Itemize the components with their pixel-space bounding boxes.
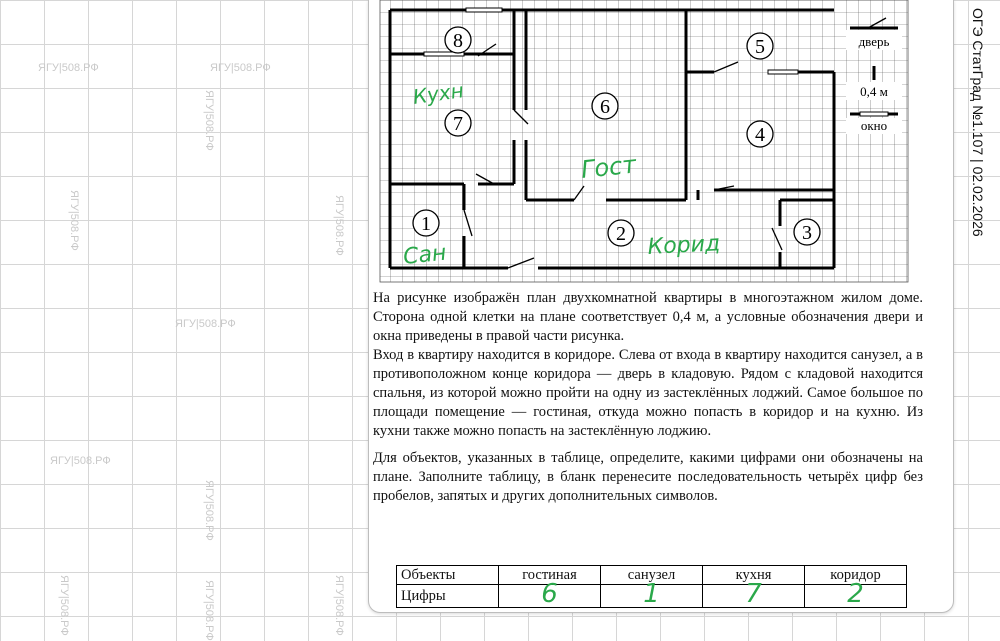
table-row <box>397 585 907 608</box>
room-number: 2 <box>616 223 626 245</box>
watermark: ЯГУ|508.РФ <box>333 575 345 636</box>
room-number: 7 <box>453 113 463 135</box>
answer-cell[interactable] <box>601 579 703 609</box>
exam-side-label: ОГЭ СтатГрад №1.107 | 02.02.2026 <box>970 8 986 237</box>
answer-digit: 1 <box>643 579 660 609</box>
room-number: 6 <box>600 96 610 118</box>
watermark: ЯГУ|508.РФ <box>210 62 271 74</box>
watermark: ЯГУ|508.РФ <box>203 480 215 541</box>
note-corridor: Корид <box>647 231 721 260</box>
answer-cell[interactable] <box>805 579 907 609</box>
problem-paragraph: На рисунке изображён план двухкомнатной квартиры в многоэтажном жилом доме. Сторона одной клетки на плане соответствует 0,4 м, а условные обозначения двери и окна приведены в правой части рисунка. <box>373 290 923 344</box>
column-header: кухня <box>703 566 805 585</box>
note-bathroom: Сан <box>402 240 448 270</box>
legend-scale-label: 0,4 м <box>860 84 888 99</box>
watermark: ЯГУ|508.РФ <box>58 575 70 636</box>
room-number: 8 <box>453 30 463 52</box>
room-marker-8 <box>445 27 471 53</box>
legend-door-label: дверь <box>858 34 890 49</box>
watermark: ЯГУ|508.РФ <box>50 455 111 467</box>
watermark: ЯГУ|508.РФ <box>203 90 215 151</box>
answer-cell[interactable] <box>499 579 601 609</box>
note-living: Гост <box>579 150 638 184</box>
room-marker-5 <box>747 33 773 59</box>
room-marker-7 <box>445 110 471 136</box>
column-header: гостиная <box>499 566 601 585</box>
room-number: 3 <box>802 222 812 244</box>
answer-digit: 7 <box>745 579 762 609</box>
room-marker-4 <box>747 121 773 147</box>
watermark: ЯГУ|508.РФ <box>38 62 99 74</box>
problem-text <box>373 289 923 506</box>
watermark: ЯГУ|508.РФ <box>68 190 80 251</box>
room-marker-1 <box>413 210 439 236</box>
answer-digit: 2 <box>847 579 864 609</box>
room-number: 1 <box>421 213 431 235</box>
column-header: санузел <box>601 566 703 585</box>
watermark: ЯГУ|508.РФ <box>203 580 215 641</box>
row-label-digits: Цифры <box>397 585 499 608</box>
watermark: ЯГУ|508.РФ <box>333 195 345 256</box>
row-label-objects: Объекты <box>397 566 499 585</box>
problem-paragraph: Вход в квартиру находится в коридоре. Слева от входа в квартиру находится санузел, а в противоположном конце коридора — дверь в кладовую. Рядом с кладовой находится спальня, из которой можно пройти на одну из застеклённых лоджий. Самое большое по площади помещение — гостиная, откуда можно попасть в коридор и на кухню. Из кухни также можно попасть на застеклённую лоджию. <box>373 347 923 439</box>
problem-paragraph: Для объектов, указанных в таблице, определите, какими цифрами они обозначены на плане. Заполните таблицу, в бланк перенесите последовательность четырёх цифр без пробелов, запятых и других дополнительных символов. <box>373 450 923 504</box>
floor-plan <box>378 0 913 285</box>
room-marker-2 <box>608 220 634 246</box>
legend-window-label: окно <box>860 118 888 133</box>
legend-window-icon <box>860 112 888 116</box>
room-marker-6 <box>592 93 618 119</box>
room-marker-3 <box>794 219 820 245</box>
room-number: 4 <box>755 124 765 146</box>
room-number: 5 <box>755 36 765 58</box>
answer-table <box>396 565 907 608</box>
watermark: ЯГУ|508.РФ <box>175 318 236 330</box>
answer-cell[interactable] <box>703 579 805 609</box>
note-kitchen: Кухн <box>411 78 466 109</box>
column-header: коридор <box>805 566 907 585</box>
answer-digit: 6 <box>541 579 558 609</box>
